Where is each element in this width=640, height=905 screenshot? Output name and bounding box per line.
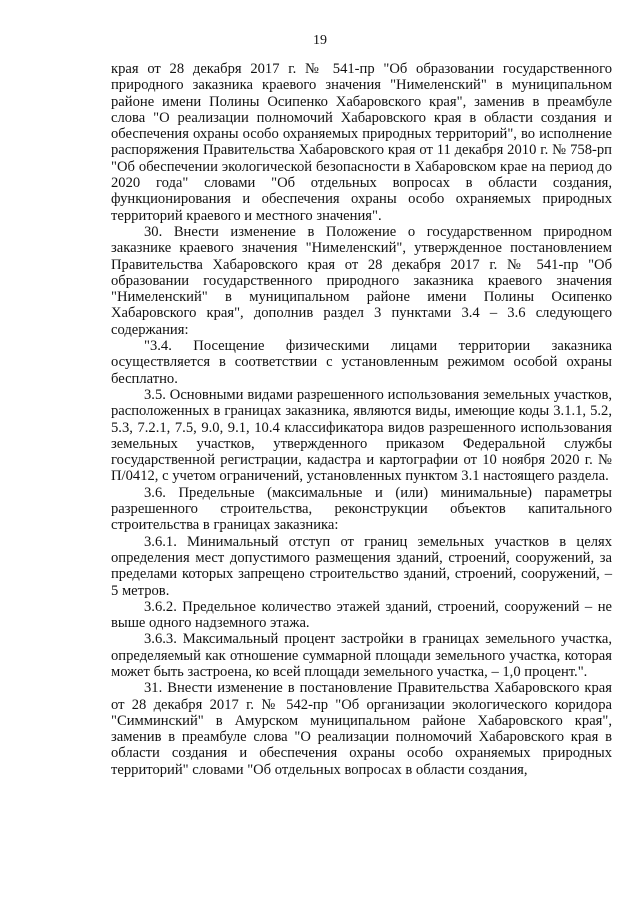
paragraph-clause-3-4: "3.4. Посещение физическими лицами территории заказника осуществляется в соответствии с установленным режимом особой охраны бесплатно. — [111, 338, 612, 387]
page-number: 19 — [313, 33, 327, 48]
paragraph-clause-3-6-1: 3.6.1. Минимальный отступ от границ земельных участков в целях определения мест допустимого размещения зданий, строений, сооружений, за пределами которых запрещено строительство зданий, строений, сооружений, – 5 метров. — [111, 533, 612, 599]
paragraph-clause-3-6-3: 3.6.3. Максимальный процент застройки в границах земельного участка, определяемый как отношение суммарной площади земельного участка, которая может быть застроена, ко всей площади земельного участка, – 1,0 процент.". — [111, 631, 612, 680]
paragraph-clause-3-6-2: 3.6.2. Предельное количество этажей зданий, строений, сооружений – не выше одного надземного этажа. — [111, 598, 612, 632]
paragraph-clause-3-6: 3.6. Предельные (максимальные и (или) минимальные) параметры разрешенного строительства, реконструкции объектов капитального строительства в границах заказника: — [111, 484, 612, 534]
paragraph-item-30: 30. Внести изменение в Положение о государственном природном заказнике краевого значения "Нимеленский", утвержденное постановлением Правительства Хабаровского края от 28 декабря 2017 г. № 541-пр "Об образовании государственного природного заказника краевого значения "Нимеленский" в муниципальном районе имени Полины Осипенко Хабаровского края", дополнив раздел 3 пунктами 3.4 – 3.6 следующего содержания: — [111, 223, 612, 338]
paragraph-clause-3-5: 3.5. Основными видами разрешенного использования земельных участков, расположенных в границах заказника, являются виды, имеющие коды 3.1.1, 5.2, 5.3, 7.2.1, 7.5, 9.0, 9.1, 10.4 классификатора видов разрешенного использования земельных участков, утвержденного приказом Федеральной службы государственной регистрации, кадастра и картографии от 10 ноября 2020 г. № П/0412, с учетом ограничений, установленных пунктом 3.1 настоящего раздела. — [111, 386, 612, 485]
paragraph-item-31: 31. Внести изменение в постановление Правительства Хабаровского края от 28 декабря 2017 г. № 542-пр "Об организации экологического коридора "Симминский" в Амурском муниципальном районе Хабаровского края", заменив в преамбуле слова "О реализации полномочий Хабаровского края в области создания и обеспечения охраны особо охраняемых природных территорий" словами "Об отдельных вопросах в области создания, — [111, 680, 612, 778]
document-body — [111, 61, 612, 778]
paragraph-continuation-preamble: края от 28 декабря 2017 г. № 541-пр "Об образовании государственного природного заказника краевого значения "Нимеленский" в муниципальном районе имени Полины Осипенко Хабаровского края", заменив в преамбуле слова "О реализации полномочий Хабаровского края в области создания и обеспечения охраны особо охраняемых природных территорий", во исполнение распоряжения Правительства Хабаровского края от 11 декабря 2010 г. № 758-рп "Об обеспечении экологической безопасности в Хабаровском крае на период до 2020 года" словами "Об отдельных вопросах в области создания, функционирования и обеспечения охраны особо охраняемых природных территорий краевого и местного значения". — [111, 61, 612, 224]
